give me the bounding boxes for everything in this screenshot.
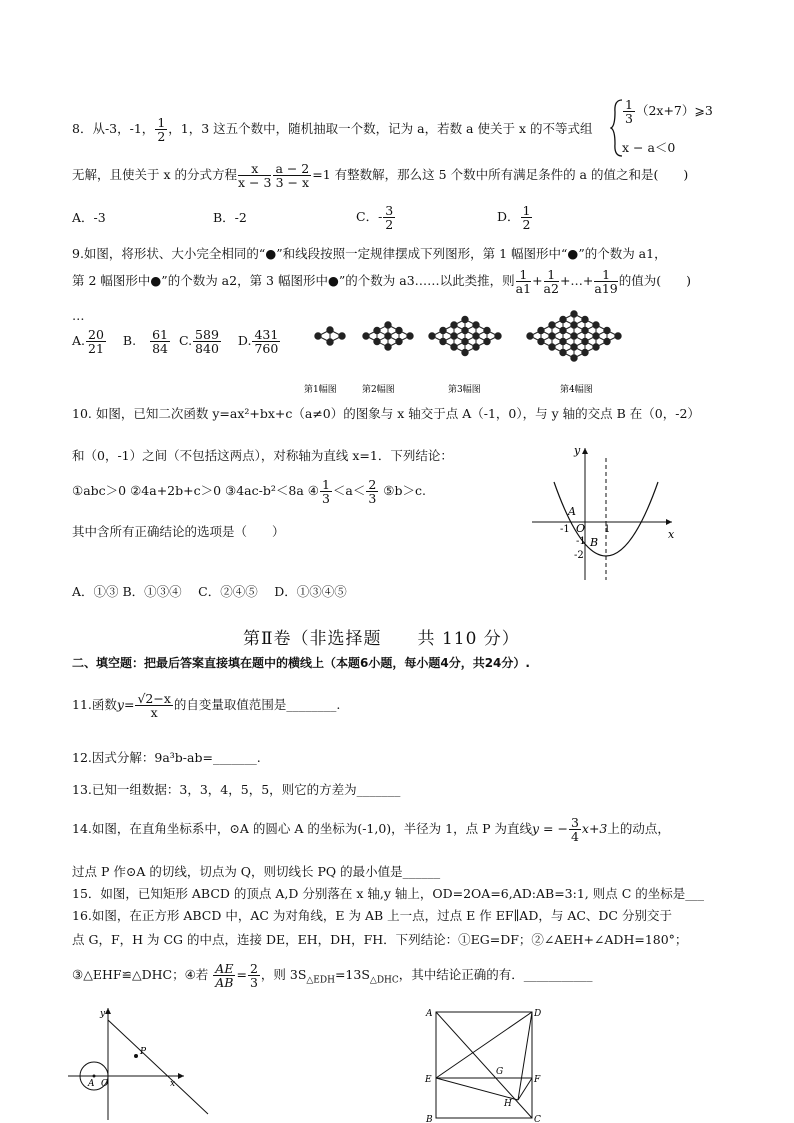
lattice-dot xyxy=(374,327,380,333)
svg-text:C: C xyxy=(534,1115,541,1122)
svg-text:E: E xyxy=(425,1075,432,1085)
svg-text:-2: -2 xyxy=(574,550,584,561)
lattice-dot xyxy=(571,333,577,339)
q9-ellipsis: … xyxy=(72,308,85,323)
q11: 11.函数y= $\frac{√2-x}{x}$ 的自变量取值范围是________. xyxy=(72,691,341,721)
lattice-dot xyxy=(440,338,446,344)
lattice-dot xyxy=(374,338,380,344)
q10-options: A．①③ B．①③④ C．②④⑤ D．①③④⑤ xyxy=(72,584,347,599)
lattice-dot xyxy=(560,338,566,344)
lattice-dot xyxy=(451,322,457,328)
fig2-label: 第2幅图 xyxy=(362,385,395,395)
lattice-dot xyxy=(593,322,599,328)
q14-line2: 过点 P 作⊙A 的切线，切点为 Q，则切线长 PQ 的最小值是______ xyxy=(72,864,441,879)
svg-text:D: D xyxy=(534,1009,542,1019)
q8-line1: 8．从-3，-1， $\frac{1}{2}$ ，1，3 这五个数中，随机抽取一个数，记为 a，若数 a 使关于 x 的不等式组 xyxy=(72,115,593,145)
lattice-dot xyxy=(484,338,490,344)
y-axis-arrow-icon xyxy=(105,1008,111,1014)
q10-line4: 其中含所有正确结论的选项是（ ） xyxy=(72,524,285,539)
fig1-label: 第1幅图 xyxy=(304,385,337,395)
lattice-dot xyxy=(549,322,555,328)
lattice-dot xyxy=(571,344,577,350)
q16-line1: 16.如图，在正方形 ABCD 中，AC 为对角线，E 为 AB 上一点，过点 E 作 EF∥AD，与 AC、DC 分别交于 xyxy=(72,908,672,923)
lattice-dot xyxy=(473,322,479,328)
lattice-dot xyxy=(385,344,391,350)
svg-text:F: F xyxy=(534,1075,541,1085)
lattice-dot xyxy=(593,344,599,350)
lattice-dot xyxy=(396,327,402,333)
lattice-dot xyxy=(407,333,413,339)
lattice-dot xyxy=(385,322,391,328)
line-l xyxy=(108,1020,208,1114)
q8-option-d: D． $\frac{1}{2}$ xyxy=(497,203,531,233)
svg-text:-1: -1 xyxy=(560,524,570,535)
lattice-dot xyxy=(495,333,501,339)
lattice-dot xyxy=(560,316,566,322)
fig3-label: 第3幅图 xyxy=(448,385,481,395)
svg-text:x: x xyxy=(668,528,675,541)
lattice-dot xyxy=(615,333,621,339)
lattice-dot xyxy=(571,311,577,317)
lattice-dot xyxy=(582,316,588,322)
q8-option-b: B．-2 xyxy=(213,210,247,225)
lattice-dot xyxy=(315,333,321,339)
lattice-dot xyxy=(549,333,555,339)
q15: 15．如图，已知矩形 ABCD 的顶点 A,D 分别落在 x 轴,y 轴上，OD=2OA=6,AD:AB=3:1, 则点 C 的坐标是___ xyxy=(72,886,705,901)
q16-line3: ③△EHF≌△DHC；④若 $\frac{AE}{AB}$ = $\frac{2}{3}$ ，则 $3S_{\triangle EDH}=13S_{\triangle DHC}$，其中结论正确的有．___________ xyxy=(72,961,593,991)
q10-line3: ①abc＞0 ②4a+2b+c＞0 ③4ac-b²＜8a ④ $\frac{1}{3}$ ＜a＜ $\frac{2}{3}$ ⑤b＞c. xyxy=(72,477,426,507)
diagonal-ac xyxy=(436,1012,532,1118)
svg-text:B: B xyxy=(590,536,599,549)
lattice-dot xyxy=(571,355,577,361)
q9-line2: 第 2 幅图形中●”的个数为 a2，第 3 幅图形中●”的个数为 a3……以此类推，则 $\frac{1}{a1}$ + $\frac{1}{a2}$ +…+ $\frac{1}{a19}$ 的值为( ) xyxy=(72,267,692,297)
lattice-dot xyxy=(396,338,402,344)
lattice-dot xyxy=(593,333,599,339)
q9-dot-figures xyxy=(300,300,640,400)
svg-text:y: y xyxy=(574,444,581,457)
svg-text:H: H xyxy=(504,1099,512,1109)
q8-option-a: A．-3 xyxy=(72,210,106,225)
lattice-dot xyxy=(462,338,468,344)
lattice-dot xyxy=(462,316,468,322)
svg-text:-1: -1 xyxy=(576,536,586,547)
lattice-dot xyxy=(582,349,588,355)
fig4-label: 第4幅图 xyxy=(560,385,593,395)
lattice-dot xyxy=(582,338,588,344)
lattice-dot xyxy=(429,333,435,339)
q8-line2: 无解，且使关于 x 的分式方程 $\frac{x}{x - 3}$ $\frac{a - 2}{3 - x}$ =1 有整数解，那么这 5 个数中所有满足条件的 a 的值之和是( ) xyxy=(72,161,689,191)
svg-text:O: O xyxy=(101,1079,109,1089)
section-ii-heading: 二、填空题：把最后答案直接填在题中的横线上（本题6小题，每小题4分，共24分）. xyxy=(72,656,530,670)
lattice-dot xyxy=(527,333,533,339)
lattice-dot xyxy=(538,338,544,344)
q10-line2: 和（0，-1）之间（不包括这两点），对称轴为直线 x=1．下列结论： xyxy=(72,448,453,463)
lattice-dot xyxy=(484,327,490,333)
lattice-dot xyxy=(571,322,577,328)
svg-text:A: A xyxy=(568,505,576,518)
section-ii-title: 第Ⅱ卷（非选择题 共 110 分） xyxy=(243,629,520,649)
q8-option-c: C．- $\frac{3}{2}$ xyxy=(356,203,394,233)
q10-parabola-graph xyxy=(530,440,680,585)
q16-figure xyxy=(422,1004,552,1122)
lattice-dot xyxy=(604,338,610,344)
lattice-dot xyxy=(582,327,588,333)
segment-dh xyxy=(518,1012,532,1100)
system-line-1: $\frac{1}{3}$ （2x+7）⩾3 xyxy=(625,97,713,127)
lattice-dot xyxy=(462,349,468,355)
svg-text:B: B xyxy=(426,1115,433,1122)
lattice-dot xyxy=(451,333,457,339)
svg-text:G: G xyxy=(496,1067,504,1077)
lattice-dot xyxy=(473,333,479,339)
lattice-dot xyxy=(339,333,345,339)
lattice-dot xyxy=(604,327,610,333)
lattice-dot xyxy=(440,327,446,333)
lattice-dot xyxy=(560,349,566,355)
point-p xyxy=(134,1054,138,1058)
q13: 13.已知一组数据：3，3，4，5，5，则它的方差为_______ xyxy=(72,782,401,797)
svg-text:x: x xyxy=(170,1079,176,1089)
system-line-2: x − a＜0 xyxy=(622,140,676,155)
lattice-dot xyxy=(473,344,479,350)
y-axis-arrow-icon xyxy=(582,448,588,454)
q16-line2: 点 G，F，H 为 CG 的中点，连接 DE，EH，DH，FH．下列结论：①EG=DF；②∠AEH+∠ADH=180°； xyxy=(72,932,688,947)
svg-text:A: A xyxy=(88,1079,95,1089)
q9-line1: 9.如图，将形状、大小完全相同的“●”和线段按照一定规律摆成下列图形，第 1 幅图形中“●”的个数为 a1， xyxy=(72,246,667,261)
lattice-dot xyxy=(538,327,544,333)
q12: 12.因式分解：9a³b-ab=_______. xyxy=(72,750,261,765)
lattice-dot xyxy=(327,327,333,333)
lattice-dot xyxy=(327,339,333,345)
fraction-one-half: $\frac{1}{2}$ xyxy=(157,115,166,145)
svg-text:P: P xyxy=(140,1047,147,1057)
lattice-dot xyxy=(462,327,468,333)
q14-line1: 14.如图，在直角坐标系中，⊙A 的圆心 A 的坐标为(-1,0)，半径为 1，点 P 为直线y = − $\frac{3}{4}$ x+3上的动点， xyxy=(72,815,670,845)
q14-figure xyxy=(66,1004,216,1122)
center-a xyxy=(93,1075,96,1078)
segment-de xyxy=(436,1012,532,1078)
q9-options: A. $\frac{20}{21}$ B. $\frac{61}{84}$ C. $\frac{589}{840}$ D. $\frac{431}{760}$ xyxy=(72,327,279,357)
x-axis-arrow-icon xyxy=(178,1073,184,1079)
lattice-dot xyxy=(385,333,391,339)
svg-text:A: A xyxy=(426,1009,433,1019)
lattice-dot xyxy=(363,333,369,339)
lattice-dot xyxy=(549,344,555,350)
lattice-dot xyxy=(451,344,457,350)
q10-line1: 10. 如图，已知二次函数 y=ax²+bx+c（a≠0）的图象与 x 轴交于点 A（-1，0），与 y 轴的交点 B 在（0，-2） xyxy=(72,406,700,421)
svg-text:1: 1 xyxy=(604,524,611,535)
svg-text:y: y xyxy=(100,1009,106,1019)
x-axis-arrow-icon xyxy=(666,519,672,525)
svg-text:O: O xyxy=(576,522,586,535)
lattice-dot xyxy=(560,327,566,333)
